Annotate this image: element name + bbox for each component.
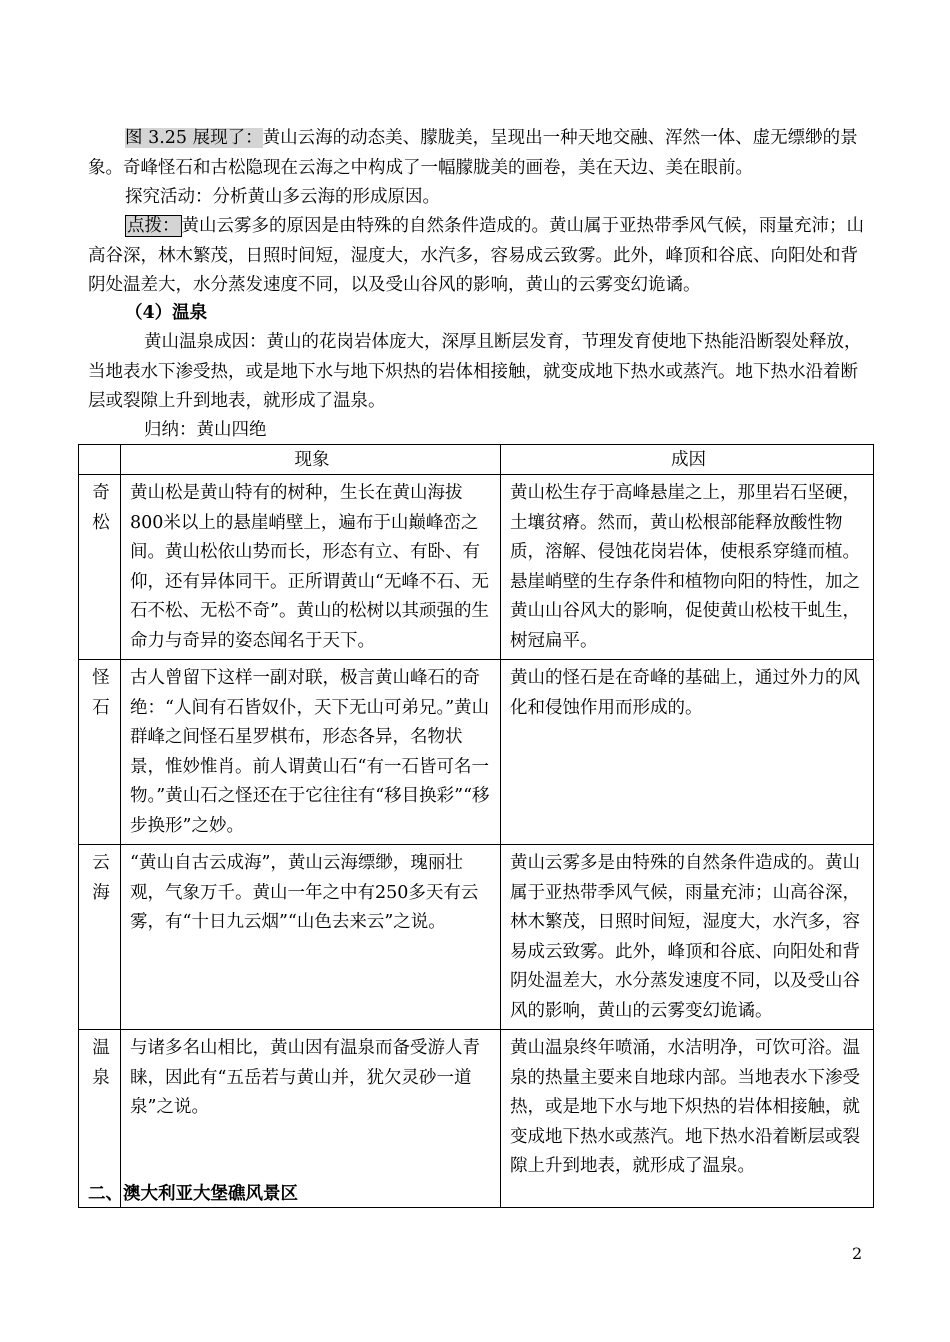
table-row [79,660,874,845]
hint-label: 点拨： [127,216,180,236]
row-name-char: 泉 [92,1067,110,1088]
hotspring-paragraph: 黄山温泉成因：黄山的花岗岩体庞大，深厚且断层发育，节理发育使地下热能沿断裂处释放，当地表水下渗受热，或是地下水与地下炽热的岩体相接触，就变成地下热水或蒸汽。地下热水沿着断层或裂隙上升到地表，就形成了温泉。 [88,332,862,411]
table-header-row [79,445,874,475]
summary-label: 归纳：黄山四绝 [144,420,267,440]
row-name-char: 奇 [92,483,110,503]
row-name [79,660,121,845]
table-row [79,845,874,1030]
page-number: 2 [852,1244,863,1263]
intro-paragraph [88,124,864,183]
row-name-char: 温 [92,1038,110,1058]
cause-cell: 黄山的怪石是在奇峰的基础上，通过外力的风化和侵蚀作用而形成的。 [501,660,874,845]
header-phenomenon: 现象 [121,445,501,475]
hint-paragraph [88,212,864,301]
section4-heading: （4）温泉 [125,303,208,323]
cause-cell: 黄山云雾多是由特殊的自然条件造成的。黄山属于亚热带季风气候，雨量充沛；山高谷深，林木繁茂，日照时间短，湿度大，水汽多，容易成云致雾。此外，峰顶和谷底、向阳处和背阴处温差大，水分蒸发速度不同，以及受山谷风的影响，黄山的云雾变幻诡谲。 [501,845,874,1030]
phenomenon-cell: 黄山松是黄山特有的树种，生长在黄山海拔800米以上的悬崖峭壁上，遍布于山巅峰峦之间。黄山松依山势而长，形态有立、有卧、有仰，还有异体同干。正所谓黄山“无峰不石、无石不松、无松不奇”。黄山的松树以其顽强的生命力与奇异的姿态闻名于天下。 [121,475,501,660]
row-name-char: 松 [92,512,110,533]
phenomenon-cell: 古人曾留下这样一副对联，极言黄山峰石的奇绝：“人间有石皆奴仆，天下无山可弟兄。”黄山群峰之间怪石星罗棋布，形态各异，名物状景，惟妙惟肖。前人谓黄山石“有一石皆可名一物。”黄山石之怪还在于它往往有“移目换彩”“移步换形”之妙。 [121,660,501,845]
four-wonders-table [78,444,874,1208]
activity-paragraph: 探究活动：分析黄山多云海的形成原因。 [125,187,440,207]
row-name-char: 石 [92,697,110,718]
section2-heading: 二、澳大利亚大堡礁风景区 [88,1184,298,1204]
phenomenon-cell: 与诸多名山相比，黄山因有温泉而备受游人青睐，因此有“五岳若与黄山并，犹欠灵砂一道泉”之说。 [121,1030,501,1208]
header-cause: 成因 [501,445,874,475]
cause-cell: 黄山松生存于高峰悬崖之上，那里岩石坚硬，土壤贫瘠。然而，黄山松根部能释放酸性物质，溶解、侵蚀花岗岩体，使根系穿缝而植。悬崖峭壁的生存条件和植物向阳的特性，加之黄山山谷风大的影响，促使黄山松枝干虬生，树冠扁平。 [501,475,874,660]
row-name-char: 怪 [92,668,110,688]
row-name [79,475,121,660]
row-name [79,845,121,1030]
table-row [79,475,874,660]
intro-text: 黄山云海的动态美、朦胧美，呈现出一种天地交融、浑然一体、虚无缥缈的景象。奇峰怪石和古松隐现在云海之中构成了一幅朦胧美的画卷，美在天边、美在眼前。 [88,128,858,178]
phenomenon-cell: “黄山自古云成海”，黄山云海缥缈，瑰丽壮观，气象万千。黄山一年之中有250多天有云雾，有“十日九云烟”“山色去来云”之说。 [121,845,501,1030]
row-name-char: 海 [92,882,110,903]
intro-label: 图 3.25 展现了： [125,128,263,148]
cause-cell: 黄山温泉终年喷涌，水洁明净，可饮可浴。温泉的热量主要来自地球内部。当地表水下渗受热，或是地下水与地下炽热的岩体相接触，就变成地下热水或蒸汽。地下热水沿着断层或裂隙上升到地表，就形成了温泉。 [501,1030,874,1208]
row-name-char: 云 [92,853,110,873]
hint-text: 黄山云雾多的原因是由特殊的自然条件造成的。黄山属于亚热带季风气候，雨量充沛；山高谷深，林木繁茂，日照时间短，湿度大，水汽多，容易成云致雾。此外，峰顶和谷底、向阳处和背阴处温差大，水分蒸发速度不同，以及受山谷风的影响，黄山的云雾变幻诡谲。 [88,216,864,295]
header-blank [79,445,121,475]
